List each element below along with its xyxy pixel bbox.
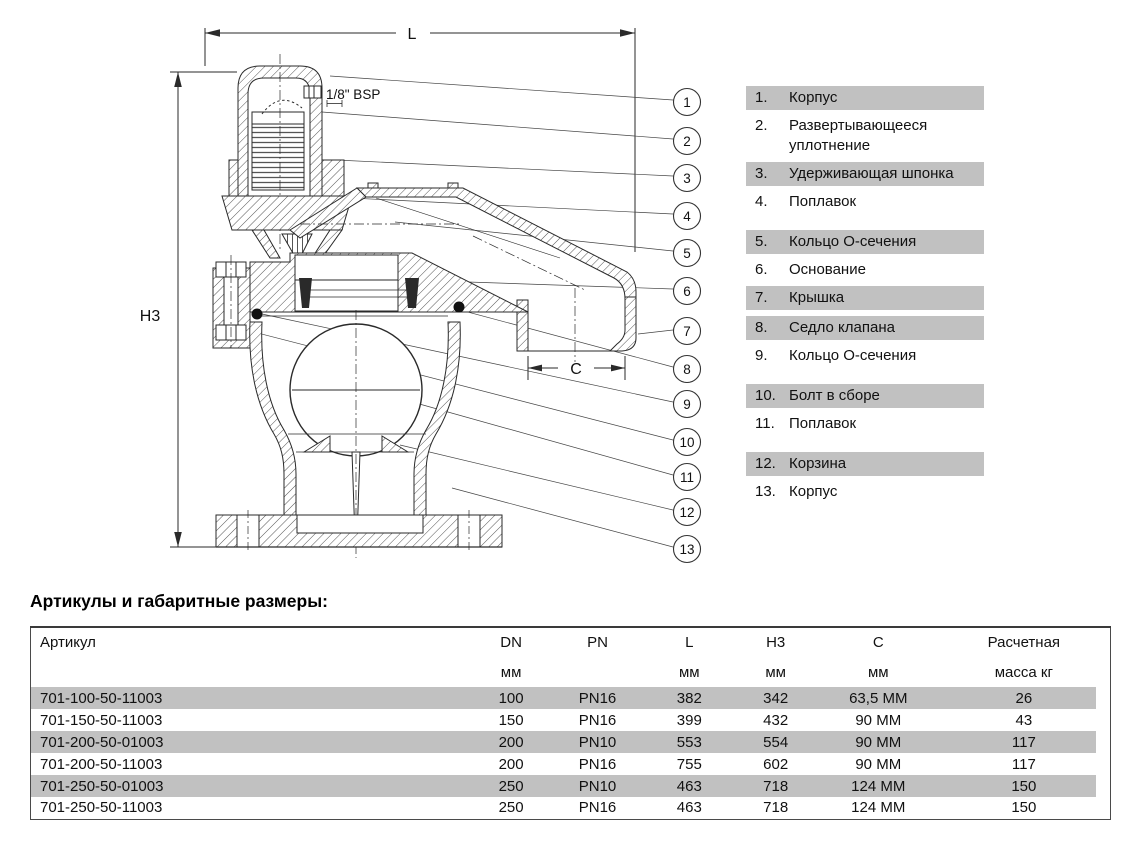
callout-number-1: 1 (683, 95, 691, 110)
cell-artikul: 701-150-50-11003 (40, 711, 163, 729)
cell-pn: PN10 (549, 775, 646, 797)
parts-list (746, 86, 984, 508)
dim-label-C: C (570, 361, 582, 378)
part-label: Крышка (789, 289, 845, 306)
cell-c: 124 ММ (851, 799, 906, 817)
parts-list-item-10 (746, 384, 984, 408)
part-label: Основание (789, 261, 866, 278)
cell-dn: 150 (498, 711, 524, 729)
callout-number-11: 11 (679, 470, 695, 485)
parts-list-item-1 (746, 86, 984, 110)
cell-mass: 117 (938, 731, 1111, 753)
part-number: 6. (755, 261, 768, 278)
cell-c: 90 ММ (819, 731, 938, 753)
cell-h3: 554 (732, 731, 818, 753)
cell-pn: PN16 (549, 687, 646, 709)
table-row (31, 731, 1111, 753)
callout-number-12: 12 (679, 505, 695, 520)
part-number: 11. (755, 415, 775, 432)
cell-mass: 117 (1011, 755, 1036, 773)
cell-h3: 602 (763, 755, 789, 773)
table-row (31, 709, 1111, 731)
unit-cell: мм (500, 663, 522, 681)
cell-l: 382 (646, 687, 732, 709)
table-row (31, 797, 1111, 819)
cell-mass: 26 (938, 687, 1111, 709)
cell-dn: 100 (473, 687, 549, 709)
part-label: Седло клапана (789, 319, 895, 336)
cell-c: 90 ММ (855, 711, 902, 729)
unit-cell (549, 657, 646, 687)
table-row (31, 687, 1111, 709)
upper-float (252, 124, 304, 190)
part-label: Поплавок (789, 193, 857, 210)
col-header-h3: H3 (766, 634, 786, 651)
unit-cell (31, 657, 474, 687)
part-label: Развертывающееся уплотнение (789, 117, 928, 154)
cell-artikul: 701-100-50-11003 (31, 687, 474, 709)
cell-dn: 200 (498, 755, 524, 773)
cell-pn: PN16 (578, 799, 617, 817)
table-row (31, 753, 1111, 775)
cell-l: 463 (676, 799, 702, 817)
parts-list-item-5 (746, 230, 984, 254)
o-ring-right (454, 302, 465, 313)
cell-pn: PN16 (578, 755, 617, 773)
parts-list-item-8 (746, 316, 984, 340)
dimensions-table (30, 626, 1111, 820)
callout-number-4: 4 (683, 209, 691, 224)
dimensions-section (30, 591, 1111, 820)
callout-number-2: 2 (683, 134, 691, 149)
cell-h3: 718 (732, 775, 818, 797)
part-label: Корпус (789, 89, 838, 106)
part-number: 5. (755, 233, 768, 250)
part-label: Кольцо О-сечения (789, 233, 917, 250)
callout-number-3: 3 (683, 171, 691, 186)
cell-h3: 718 (763, 799, 789, 817)
parts-list-item-9 (746, 344, 984, 368)
col-header-artikul: Артикул (40, 634, 96, 651)
cell-dn: 250 (473, 775, 549, 797)
parts-list-item-3 (746, 162, 984, 186)
cell-h3: 342 (732, 687, 818, 709)
col-header-mass: Расчетная (987, 634, 1061, 651)
cell-artikul: 701-250-50-11003 (40, 799, 163, 817)
part-number: 8. (755, 319, 768, 336)
part-label: Корзина (789, 455, 847, 472)
part-number: 2. (755, 117, 768, 134)
table-title: Артикулы и габаритные размеры: (30, 591, 328, 611)
valve-drawing-svg (0, 0, 740, 590)
dim-label-H3: H3 (139, 308, 161, 325)
unit-cell: масса кг (994, 663, 1053, 681)
callout-number-9: 9 (683, 397, 691, 412)
part-label: Болт в сборе (789, 387, 880, 404)
col-header-c: C (872, 634, 884, 651)
unit-cell: мм (765, 663, 786, 681)
col-header-pn: PN (587, 634, 608, 651)
parts-list-item-4 (746, 190, 984, 214)
cell-mass: 43 (1015, 711, 1033, 729)
cell-dn: 250 (498, 799, 524, 817)
col-header-l: L (685, 634, 694, 651)
part-number: 3. (755, 165, 768, 182)
callout-number-6: 6 (683, 284, 691, 299)
cell-c: 124 ММ (819, 775, 938, 797)
parts-list-item-7 (746, 286, 984, 310)
cell-pn: PN10 (549, 731, 646, 753)
callout-number-8: 8 (683, 362, 691, 377)
bsp-port-label: 1/8" BSP (326, 87, 381, 102)
cell-c: 63,5 ММ (819, 687, 938, 709)
parts-list-item-2 (746, 114, 984, 158)
part-number: 7. (755, 289, 768, 306)
callout-number-10: 10 (679, 435, 695, 450)
unit-cell: мм (678, 663, 700, 681)
cell-l: 399 (676, 711, 702, 729)
o-ring-left (252, 309, 263, 320)
table-header-row (31, 627, 1111, 657)
parts-list-item-11 (746, 412, 984, 436)
callout-number-5: 5 (683, 246, 691, 261)
cell-artikul: 701-200-50-11003 (40, 755, 163, 773)
part-number: 1. (755, 89, 768, 106)
part-number: 9. (755, 347, 768, 364)
part-label: Поплавок (789, 415, 857, 432)
cell-l: 755 (676, 755, 702, 773)
callout-number-7: 7 (683, 324, 691, 339)
col-header-dn: DN (500, 634, 522, 651)
cell-c: 90 ММ (855, 755, 902, 773)
part-number: 12. (755, 455, 776, 472)
unit-cell: мм (867, 663, 889, 681)
part-number: 13. (755, 483, 776, 500)
cell-dn: 200 (473, 731, 549, 753)
part-label: Удерживающая шпонка (789, 165, 954, 182)
part-number: 4. (755, 193, 768, 210)
valve-cross-section-drawing (0, 0, 740, 590)
cell-artikul: 701-250-50-01003 (31, 775, 474, 797)
parts-list-item-13 (746, 480, 984, 504)
cell-l: 553 (646, 731, 732, 753)
cell-h3: 432 (763, 711, 789, 729)
table-units-row (31, 657, 1111, 687)
bsp-port (304, 86, 321, 98)
table-row (31, 775, 1111, 797)
cell-l: 463 (646, 775, 732, 797)
dim-label-L: L (407, 26, 417, 43)
parts-list-item-6 (746, 258, 984, 282)
cell-artikul: 701-200-50-01003 (31, 731, 474, 753)
valve-lower-body (216, 310, 502, 558)
cell-mass: 150 (938, 775, 1111, 797)
cell-mass: 150 (1011, 799, 1037, 817)
part-label: Корпус (789, 483, 838, 500)
parts-list-item-12 (746, 452, 984, 476)
part-label: Кольцо О-сечения (789, 347, 917, 364)
part-number: 10. (755, 387, 776, 404)
cell-pn: PN16 (578, 711, 617, 729)
callout-number-13: 13 (679, 542, 695, 557)
